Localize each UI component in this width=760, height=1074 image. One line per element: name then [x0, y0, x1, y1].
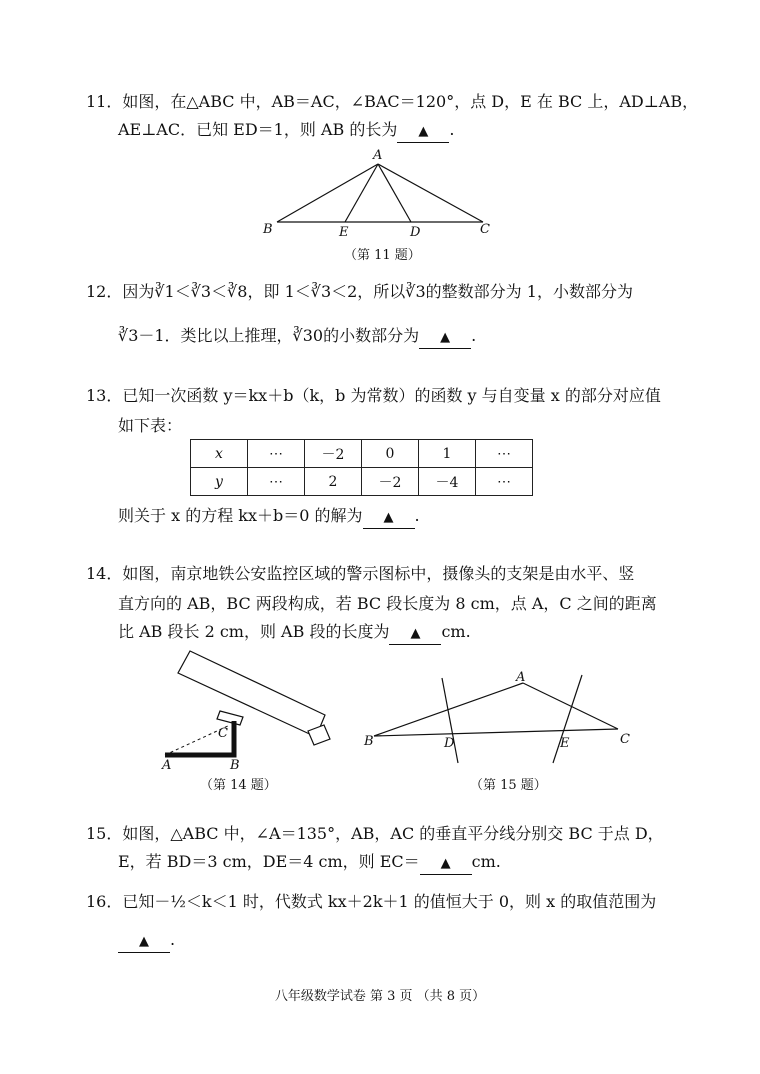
q14-line3 [118, 622, 471, 645]
table-cell: ⋯ [476, 468, 533, 496]
answer-blank-12 [419, 326, 471, 349]
fig11-label-E: E [339, 225, 349, 240]
q11-line1: 11．如图，在△ABC 中，AB＝AC，∠BAC＝120°，点 D，E 在 BC 上，AD⊥AB， [86, 92, 699, 111]
table-cell: 0 [362, 440, 419, 468]
q14-unit: cm. [441, 622, 471, 641]
fig14-label-C: C [218, 726, 228, 741]
table-cell: ⋯ [476, 440, 533, 468]
q14-line2: 直方向的 AB，BC 两段构成，若 BC 段长度为 8 cm，点 A，C 之间的距离 [118, 594, 657, 613]
q12-line1: 12．因为∛1＜∛3＜∛8，即 1＜∛3＜2，所以∛3的整数部分为 1，小数部分为 [86, 282, 633, 301]
answer-blank-15 [420, 852, 472, 875]
answer-triangle-icon: ▲ [383, 510, 394, 525]
table-cell: －4 [419, 468, 476, 496]
fig15-caption: （第 15 题） [470, 778, 547, 793]
fig11-label-D: D [410, 225, 421, 240]
table-cell: 1 [419, 440, 476, 468]
q11-line2-text: AE⊥AC．已知 ED＝1，则 AB 的长为 [118, 120, 398, 139]
q15-line2-text: E，若 BD＝3 cm，DE＝4 cm，则 EC＝ [118, 852, 420, 871]
q16-line2 [118, 930, 175, 953]
fig14-caption: （第 14 题） [200, 778, 277, 793]
q15-unit: cm. [471, 852, 501, 871]
answer-triangle-icon: ▲ [418, 124, 429, 139]
q13-line1: 13．已知一次函数 y＝kx＋b（k，b 为常数）的函数 y 与自变量 x 的部分对应值 [86, 386, 661, 405]
answer-triangle-icon: ▲ [440, 330, 451, 345]
fig15-label-B: B [364, 734, 374, 749]
answer-triangle-icon: ▲ [410, 626, 421, 641]
table-cell: x [191, 440, 248, 468]
q16-line2-end: . [170, 930, 176, 949]
table-cell: ⋯ [248, 468, 305, 496]
answer-blank-11 [397, 120, 449, 143]
table-cell: －2 [305, 440, 362, 468]
q16-line1: 16．已知－½＜k＜1 时，代数式 kx＋2k＋1 的值恒大于 0，则 x 的取值范围为 [86, 892, 657, 911]
answer-blank-16 [118, 930, 170, 953]
fig15-label-A: A [516, 670, 526, 685]
fig11-label-C: C [480, 222, 490, 237]
answer-blank-14 [389, 622, 441, 645]
table-cell: ⋯ [248, 440, 305, 468]
fig15-label-E: E [560, 736, 570, 751]
figure-14-camera [150, 645, 340, 775]
table-cell: －2 [362, 468, 419, 496]
table-row-y [191, 468, 533, 496]
answer-triangle-icon: ▲ [440, 856, 451, 871]
period: . [414, 506, 420, 525]
q14-line3-text: 比 AB 段长 2 cm，则 AB 段的长度为 [118, 622, 390, 641]
answer-triangle-icon: ▲ [139, 934, 149, 949]
page-footer: 八年级数学试卷 第 3 页 （共 8 页） [274, 989, 486, 1004]
fig11-caption: （第 11 题） [344, 248, 421, 263]
q13-line2: 如下表： [118, 416, 183, 435]
q11-line2 [118, 120, 454, 143]
table-cell: y [191, 468, 248, 496]
period: . [471, 326, 477, 345]
q13-line3-text: 则关于 x 的方程 kx＋b＝0 的解为 [118, 506, 363, 525]
fig14-label-B: B [230, 758, 240, 773]
fig11-label-B: B [263, 222, 273, 237]
figure-15 [360, 665, 640, 765]
period: . [449, 120, 455, 139]
q15-line2 [118, 852, 501, 875]
q14-line1: 14．如图，南京地铁公安监控区域的警示图标中，摄像头的支架是由水平、竖 [86, 564, 635, 583]
fig14-label-A: A [162, 758, 172, 773]
q13-line3 [118, 506, 420, 529]
answer-blank-13 [363, 506, 415, 529]
q12-line2 [118, 326, 476, 349]
q12-line2-text: ∛3－1．类比以上推理，∛30的小数部分为 [118, 326, 420, 345]
value-table [190, 439, 533, 496]
fig11-label-A: A [373, 148, 383, 163]
figure-11 [255, 143, 505, 243]
fig15-label-C: C [620, 732, 630, 747]
fig15-label-D: D [444, 736, 455, 751]
table-cell: 2 [305, 468, 362, 496]
table-row-x [191, 440, 533, 468]
q15-line1: 15．如图，△ABC 中，∠A＝135°，AB，AC 的垂直平分线分别交 BC 于点 D， [86, 824, 664, 843]
